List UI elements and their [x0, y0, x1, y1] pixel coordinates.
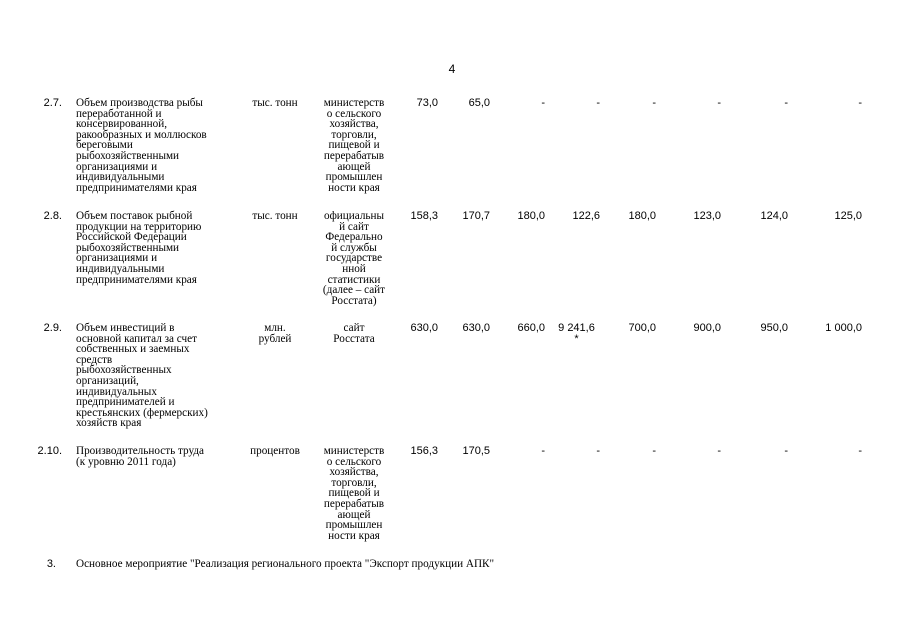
value-cell: 170,7: [462, 210, 490, 222]
value-cell: -: [596, 97, 600, 109]
indicator-name: Производительность труда (к уровню 2011 года): [76, 445, 204, 468]
data-source: министерств о сельского хозяйства, торговли, пищевой и перерабатыв ающей промышлен ности края: [323, 97, 385, 194]
value-cell: 700,0: [628, 322, 656, 334]
value-cell: 630,0: [410, 322, 438, 334]
page-number: 4: [448, 62, 456, 76]
value-cell: 73,0: [416, 97, 438, 109]
row-index: 2.7.: [43, 97, 62, 109]
value-cell: 660,0: [517, 322, 545, 334]
value-cell: 900,0: [693, 322, 721, 334]
indicator-name: Объем производства рыбы переработанной и консервированной, ракообразных и моллюсков береговыми рыбохозяйственными организациями и индивидуальными предпринимателями края: [76, 97, 207, 194]
value-cell: -: [784, 97, 788, 109]
value-cell: 630,0: [462, 322, 490, 334]
value-cell: 950,0: [760, 322, 788, 334]
value-cell: 122,6: [572, 210, 600, 222]
unit-of-measure: тыс. тонн: [252, 97, 298, 109]
section-title: Основное мероприятие "Реализация регионального проекта "Экспорт продукции АПК": [76, 558, 495, 570]
indicator-name: Объем инвестиций в основной капитал за счет собственных и заемных средств рыбохозяйственных организаций, индивидуальных предпринимателей и крестьянских (фермерских) хозяйств края: [76, 322, 208, 430]
value-cell: -: [596, 445, 600, 457]
value-cell: 170,5: [462, 445, 490, 457]
indicator-name: Объем поставок рыбной продукции на территорию Российской Федерации рыбохозяйственными организациями и индивидуальными предпринимателями края: [76, 210, 202, 286]
value-cell: 158,3: [410, 210, 438, 222]
row-index: 2.10.: [37, 445, 62, 457]
value-cell: 180,0: [628, 210, 656, 222]
value-cell: 65,0: [468, 97, 490, 109]
value-cell: 125,0: [834, 210, 862, 222]
value-cell: -: [652, 445, 656, 457]
data-source: сайт Росстата: [333, 322, 375, 345]
value-cell: -: [541, 97, 545, 109]
value-cell: -: [717, 445, 721, 457]
section-index: 3.: [46, 558, 56, 570]
value-cell: 9 241,6 *: [558, 322, 595, 345]
value-cell: 1 000,0: [825, 322, 862, 334]
value-cell: -: [652, 97, 656, 109]
data-source: официальны й сайт Федерально й службы государстве нной статистики (далее – сайт Росстата): [322, 210, 386, 307]
unit-of-measure: тыс. тонн: [252, 210, 298, 222]
value-cell: -: [784, 445, 788, 457]
row-index: 2.8.: [43, 210, 62, 222]
value-cell: 180,0: [517, 210, 545, 222]
value-cell: 156,3: [410, 445, 438, 457]
value-cell: -: [717, 97, 721, 109]
unit-of-measure: млн. рублей: [258, 322, 292, 345]
value-cell: -: [541, 445, 545, 457]
value-cell: -: [858, 97, 862, 109]
unit-of-measure: процентов: [250, 445, 300, 457]
row-index: 2.9.: [43, 322, 62, 334]
value-cell: -: [858, 445, 862, 457]
value-cell: 124,0: [760, 210, 788, 222]
data-source: министерств о сельского хозяйства, торговли, пищевой и перерабатыв ающей промышлен ности края: [323, 445, 385, 542]
value-cell: 123,0: [693, 210, 721, 222]
